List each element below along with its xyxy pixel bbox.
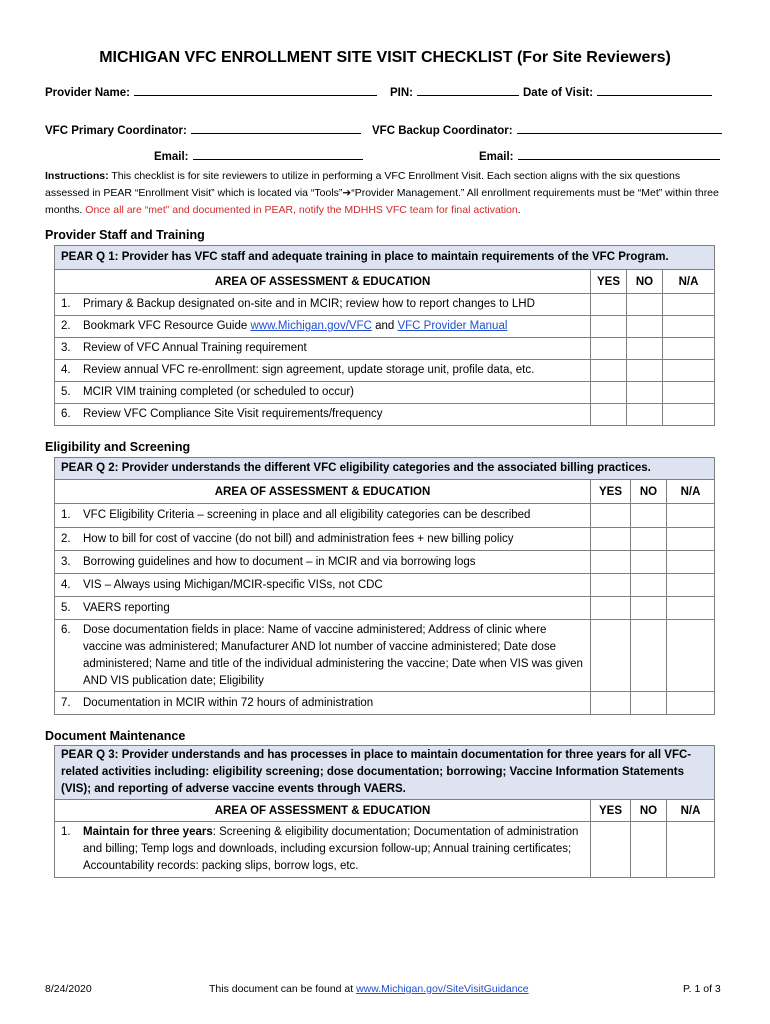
item-text-mid: and	[371, 320, 398, 332]
table-row	[55, 504, 715, 528]
yes-cell[interactable]	[591, 404, 627, 426]
item-text: Review VFC Compliance Site Visit requirements/frequency	[83, 408, 383, 420]
col-header-area: AREA OF ASSESSMENT & EDUCATION	[55, 800, 591, 822]
item-number: 1.	[61, 298, 71, 310]
item-text	[83, 318, 507, 335]
table-row	[55, 692, 715, 715]
table-row	[55, 528, 715, 551]
table-row	[55, 620, 715, 692]
col-header-na: N/A	[667, 480, 715, 504]
yes-cell[interactable]	[591, 597, 631, 620]
no-cell[interactable]	[627, 382, 663, 404]
no-cell[interactable]	[627, 338, 663, 360]
site-visit-guidance-link[interactable]: www.Michigan.gov/SiteVisitGuidance	[356, 983, 529, 995]
col-header-yes: YES	[591, 800, 631, 822]
item-text: Primary & Backup designated on-site and in MCIR; review how to report changes to LHD	[83, 298, 535, 310]
col-header-area: AREA OF ASSESSMENT & EDUCATION	[55, 270, 591, 294]
item-text-rest: : Screening & eligibility documentation; Documentation of administration and billing; Temp logs and downloads, including excursion follow-up; Annual training certificates; Accountability records: packing slips, borrow logs, etc.	[83, 826, 579, 872]
no-cell[interactable]	[627, 294, 663, 316]
na-cell[interactable]	[667, 528, 715, 551]
yes-cell[interactable]	[591, 294, 627, 316]
col-header-na: N/A	[663, 270, 715, 294]
date-of-visit-row	[523, 83, 712, 99]
instructions-end: .	[517, 204, 521, 216]
table-row	[55, 822, 715, 878]
no-cell[interactable]	[631, 597, 667, 620]
table-row	[55, 597, 715, 620]
provider-name-row	[45, 83, 377, 99]
col-header-area: AREA OF ASSESSMENT & EDUCATION	[55, 480, 591, 504]
item-number: 6.	[61, 408, 71, 420]
section-heading-provider-staff: Provider Staff and Training	[45, 228, 205, 242]
email-primary-input[interactable]	[193, 147, 363, 160]
primary-coordinator-input[interactable]	[191, 121, 361, 134]
email-primary-row	[154, 147, 363, 163]
yes-cell[interactable]	[591, 360, 627, 382]
email-backup-row	[479, 147, 720, 163]
col-header-no: NO	[631, 480, 667, 504]
table-row	[55, 294, 715, 316]
item-text: MCIR VIM training completed (or scheduled to occur)	[83, 386, 354, 398]
table-row	[55, 338, 715, 360]
item-text: VAERS reporting	[83, 601, 170, 614]
provider-name-input[interactable]	[134, 83, 377, 96]
checklist-table-document-maintenance	[54, 745, 715, 878]
item-number: 4.	[61, 578, 71, 591]
instructions-label: Instructions:	[45, 170, 109, 182]
item-text: How to bill for cost of vaccine (do not bill) and administration fees + new billing policy	[83, 532, 514, 545]
no-cell[interactable]	[631, 822, 667, 878]
col-header-no: NO	[627, 270, 663, 294]
no-cell[interactable]	[631, 692, 667, 715]
na-cell[interactable]	[667, 551, 715, 574]
na-cell[interactable]	[667, 822, 715, 878]
instructions-text: This checklist is for site reviewers to utilize in performing a VFC Enrollment Visit. Each section aligns with the six questions assessed in PEAR “Enrollment Visit” which is located via “Tools”➔“Provider Management.” All enrollment requirements must be “Met” within three months.	[45, 170, 719, 216]
checklist-table-provider-staff	[54, 245, 715, 426]
item-text: VIS – Always using Michigan/MCIR-specific VISs, not CDC	[83, 578, 383, 591]
table-row	[55, 551, 715, 574]
item-number: 5.	[61, 601, 71, 614]
backup-coordinator-label: VFC Backup Coordinator:	[372, 125, 513, 137]
footer-source-text: This document can be found at	[209, 983, 357, 995]
item-number: 7.	[61, 696, 71, 709]
na-cell[interactable]	[663, 294, 715, 316]
item-number: 3.	[61, 342, 71, 354]
na-cell[interactable]	[663, 360, 715, 382]
no-cell[interactable]	[631, 504, 667, 528]
na-cell[interactable]	[663, 382, 715, 404]
item-text: Borrowing guidelines and how to document – in MCIR and via borrowing logs	[83, 555, 476, 568]
footer-page-number: P. 1 of 3	[683, 983, 721, 995]
section-heading-document-maintenance: Document Maintenance	[45, 729, 186, 743]
table-row	[55, 316, 715, 338]
footer-source	[209, 983, 529, 995]
yes-cell[interactable]	[591, 574, 631, 597]
table-row	[55, 382, 715, 404]
item-number: 3.	[61, 555, 71, 568]
no-cell[interactable]	[631, 528, 667, 551]
section-heading-eligibility: Eligibility and Screening	[45, 440, 191, 454]
pear-question: PEAR Q 1: Provider has VFC staff and adequate training in place to maintain requirements of the VFC Program.	[55, 246, 715, 270]
no-cell[interactable]	[631, 620, 667, 692]
item-number: 1.	[61, 509, 71, 521]
no-cell[interactable]	[627, 316, 663, 338]
table-row	[55, 404, 715, 426]
item-text: Review annual VFC re-enrollment: sign agreement, update storage unit, profile data, etc.	[83, 364, 535, 376]
primary-coordinator-row	[45, 121, 361, 137]
yes-cell[interactable]	[591, 620, 631, 692]
pear-question: PEAR Q 3: Provider understands and has processes in place to maintain documentation for three years for all VFC-related activities including: eligibility screening; dose documentation; borrowing; Vaccine Information Statements (VIS); and reporting of adverse vaccine events through VAERS.	[55, 746, 715, 800]
email-backup-input[interactable]	[518, 147, 720, 160]
col-header-no: NO	[631, 800, 667, 822]
na-cell[interactable]	[663, 316, 715, 338]
item-number: 1.	[61, 826, 71, 838]
table-row	[55, 360, 715, 382]
na-cell[interactable]	[663, 404, 715, 426]
item-text-part: Bookmark VFC Resource Guide	[83, 320, 251, 332]
item-number: 2.	[61, 532, 71, 545]
pin-label: PIN:	[390, 87, 413, 99]
vfc-provider-manual-link[interactable]: VFC Provider Manual	[397, 320, 508, 332]
item-text	[83, 824, 584, 875]
no-cell[interactable]	[627, 360, 663, 382]
yes-cell[interactable]	[591, 504, 631, 528]
email-backup-label: Email:	[479, 151, 514, 163]
yes-cell[interactable]	[591, 551, 631, 574]
yes-cell[interactable]	[591, 692, 631, 715]
na-cell[interactable]	[667, 597, 715, 620]
item-text: Dose documentation fields in place: Name of vaccine administered; Address of clinic where vaccine was administered; Manufacturer AND lot number of vaccine administered; Date dose administered; Name and title of the individual administering the vaccine; Date when VIS was given AND VIS publication date; Eligibility	[83, 623, 583, 687]
item-number: 4.	[61, 364, 71, 376]
page-title: MICHIGAN VFC ENROLLMENT SITE VISIT CHECKLIST (For Site Reviewers)	[99, 49, 671, 66]
email-primary-label: Email:	[154, 151, 189, 163]
backup-coordinator-input[interactable]	[517, 121, 722, 134]
pin-row	[390, 83, 519, 99]
no-cell[interactable]	[631, 574, 667, 597]
instructions	[45, 168, 725, 219]
no-cell[interactable]	[631, 551, 667, 574]
na-cell[interactable]	[667, 574, 715, 597]
na-cell[interactable]	[667, 692, 715, 715]
yes-cell[interactable]	[591, 822, 631, 878]
pin-input[interactable]	[417, 83, 519, 96]
item-text: VFC Eligibility Criteria – screening in place and all eligibility categories can be described	[83, 509, 531, 521]
na-cell[interactable]	[667, 620, 715, 692]
item-number: 6.	[61, 623, 71, 636]
item-text-bold: Maintain for three years	[83, 826, 213, 838]
na-cell[interactable]	[663, 338, 715, 360]
checklist-table-eligibility	[54, 457, 715, 715]
footer-date: 8/24/2020	[45, 983, 92, 995]
backup-coordinator-row	[372, 121, 722, 137]
table-row	[55, 574, 715, 597]
item-text: Review of VFC Annual Training requirement	[83, 342, 307, 354]
date-of-visit-label: Date of Visit:	[523, 87, 594, 99]
pear-question: PEAR Q 2: Provider understands the different VFC eligibility categories and the associated billing practices.	[55, 458, 715, 480]
item-number: 2.	[61, 320, 71, 332]
na-cell[interactable]	[667, 504, 715, 528]
col-header-yes: YES	[591, 270, 627, 294]
item-text: Documentation in MCIR within 72 hours of administration	[83, 696, 374, 709]
yes-cell[interactable]	[591, 316, 627, 338]
primary-coordinator-label: VFC Primary Coordinator:	[45, 125, 187, 137]
yes-cell[interactable]	[591, 528, 631, 551]
col-header-yes: YES	[591, 480, 631, 504]
provider-name-label: Provider Name:	[45, 87, 131, 99]
yes-cell[interactable]	[591, 382, 627, 404]
no-cell[interactable]	[627, 404, 663, 426]
col-header-na: N/A	[667, 800, 715, 822]
yes-cell[interactable]	[591, 338, 627, 360]
instructions-red-text: Once all are “met” and documented in PEAR, notify the MDHHS VFC team for final activation	[85, 204, 518, 216]
vfc-resource-link[interactable]: www.Michigan.gov/VFC	[250, 320, 372, 332]
item-number: 5.	[61, 386, 71, 398]
date-of-visit-input[interactable]	[597, 83, 712, 96]
